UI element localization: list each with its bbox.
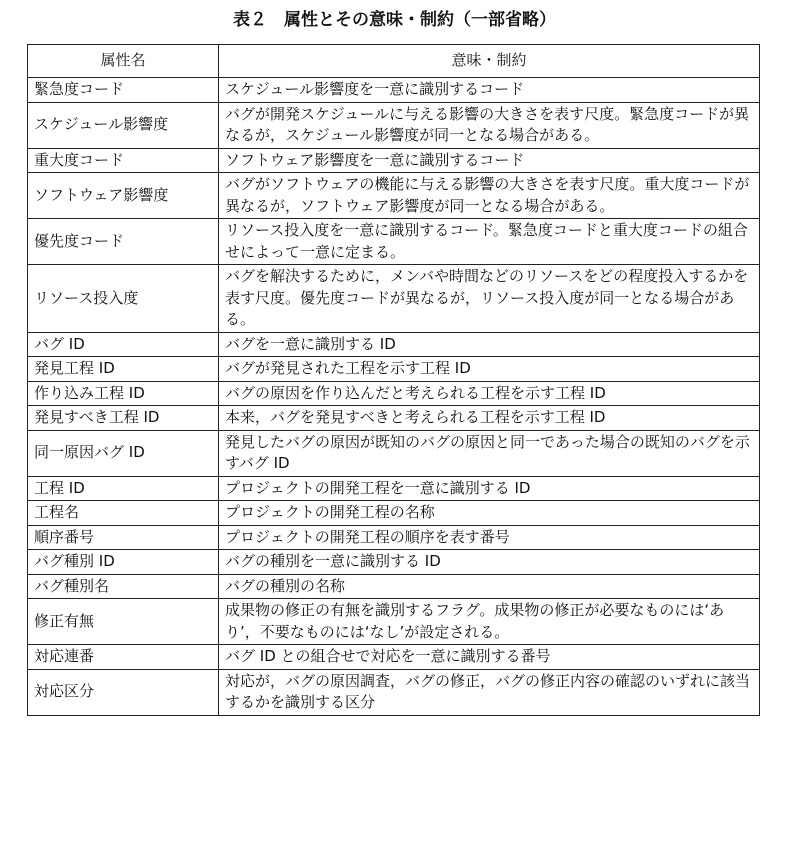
attribute-name-cell: リソース投入度	[28, 265, 219, 333]
table-row	[28, 332, 760, 357]
table-row	[28, 381, 760, 406]
table-row	[28, 430, 760, 476]
table-row	[28, 476, 760, 501]
attribute-name-cell: 対応連番	[28, 645, 219, 670]
table-title: 表２ 属性とその意味・制約（一部省略）	[233, 10, 556, 30]
meaning-cell: スケジュール影響度を一意に識別するコード	[219, 78, 760, 103]
meaning-cell: 成果物の修正の有無を識別するフラグ。成果物の修正が必要なものには‘あり’，不要なものには‘なし’が設定される。	[219, 599, 760, 645]
meaning-cell: プロジェクトの開発工程を一意に識別する ID	[219, 476, 760, 501]
table-row	[28, 669, 760, 715]
meaning-cell: バグが発見された工程を示す工程 ID	[219, 357, 760, 382]
meaning-cell: バグを一意に識別する ID	[219, 332, 760, 357]
attribute-name-cell: スケジュール影響度	[28, 102, 219, 148]
meaning-cell: ソフトウェア影響度を一意に識別するコード	[219, 148, 760, 173]
table-row	[28, 645, 760, 670]
table-row	[28, 78, 760, 103]
table-row	[28, 102, 760, 148]
table-row	[28, 574, 760, 599]
table-header-row	[28, 45, 760, 78]
table-row	[28, 357, 760, 382]
attribute-name-cell: 順序番号	[28, 525, 219, 550]
meaning-cell: 本来，バグを発見すべきと考えられる工程を示す工程 ID	[219, 406, 760, 431]
table-body	[28, 78, 760, 716]
attribute-name-cell: 同一原因バグ ID	[28, 430, 219, 476]
attribute-name-cell: 修正有無	[28, 599, 219, 645]
meaning-cell: リソース投入度を一意に識別するコード。緊急度コードと重大度コードの組合せによって一意に定まる。	[219, 219, 760, 265]
meaning-cell: 対応が，バグの原因調査，バグの修正，バグの修正内容の確認のいずれに該当するかを識別する区分	[219, 669, 760, 715]
table-row	[28, 501, 760, 526]
table-row	[28, 219, 760, 265]
meaning-cell: バグの原因を作り込んだと考えられる工程を示す工程 ID	[219, 381, 760, 406]
attribute-name-cell: 緊急度コード	[28, 78, 219, 103]
attribute-name-cell: バグ種別名	[28, 574, 219, 599]
table-row	[28, 173, 760, 219]
meaning-cell: バグを解決するために，メンバや時間などのリソースをどの程度投入するかを表す尺度。優先度コードが異なるが，リソース投入度が同一となる場合がある。	[219, 265, 760, 333]
meaning-cell: バグがソフトウェアの機能に与える影響の大きさを表す尺度。重大度コードが異なるが，ソフトウェア影響度が同一となる場合がある。	[219, 173, 760, 219]
header-meaning: 意味・制約	[219, 45, 760, 78]
attribute-name-cell: 発見工程 ID	[28, 357, 219, 382]
attribute-name-cell: 工程 ID	[28, 476, 219, 501]
attribute-name-cell: 重大度コード	[28, 148, 219, 173]
attribute-name-cell: 対応区分	[28, 669, 219, 715]
header-attribute: 属性名	[28, 45, 219, 78]
table-row	[28, 599, 760, 645]
table-row	[28, 265, 760, 333]
meaning-cell: プロジェクトの開発工程の名称	[219, 501, 760, 526]
meaning-cell: バグ ID との組合せで対応を一意に識別する番号	[219, 645, 760, 670]
meaning-cell: 発見したバグの原因が既知のバグの原因と同一であった場合の既知のバグを示すバグ ID	[219, 430, 760, 476]
meaning-cell: プロジェクトの開発工程の順序を表す番号	[219, 525, 760, 550]
attribute-name-cell: 発見すべき工程 ID	[28, 406, 219, 431]
attribute-name-cell: バグ ID	[28, 332, 219, 357]
meaning-cell: バグの種別を一意に識別する ID	[219, 550, 760, 575]
meaning-cell: バグの種別の名称	[219, 574, 760, 599]
attribute-name-cell: 作り込み工程 ID	[28, 381, 219, 406]
table-row	[28, 525, 760, 550]
attribute-name-cell: バグ種別 ID	[28, 550, 219, 575]
table-row	[28, 148, 760, 173]
table-row	[28, 550, 760, 575]
meaning-cell: バグが開発スケジュールに与える影響の大きさを表す尺度。緊急度コードが異なるが，スケジュール影響度が同一となる場合がある。	[219, 102, 760, 148]
attribute-name-cell: 工程名	[28, 501, 219, 526]
attribute-name-cell: 優先度コード	[28, 219, 219, 265]
table-row	[28, 406, 760, 431]
attribute-table	[27, 44, 760, 716]
attribute-name-cell: ソフトウェア影響度	[28, 173, 219, 219]
